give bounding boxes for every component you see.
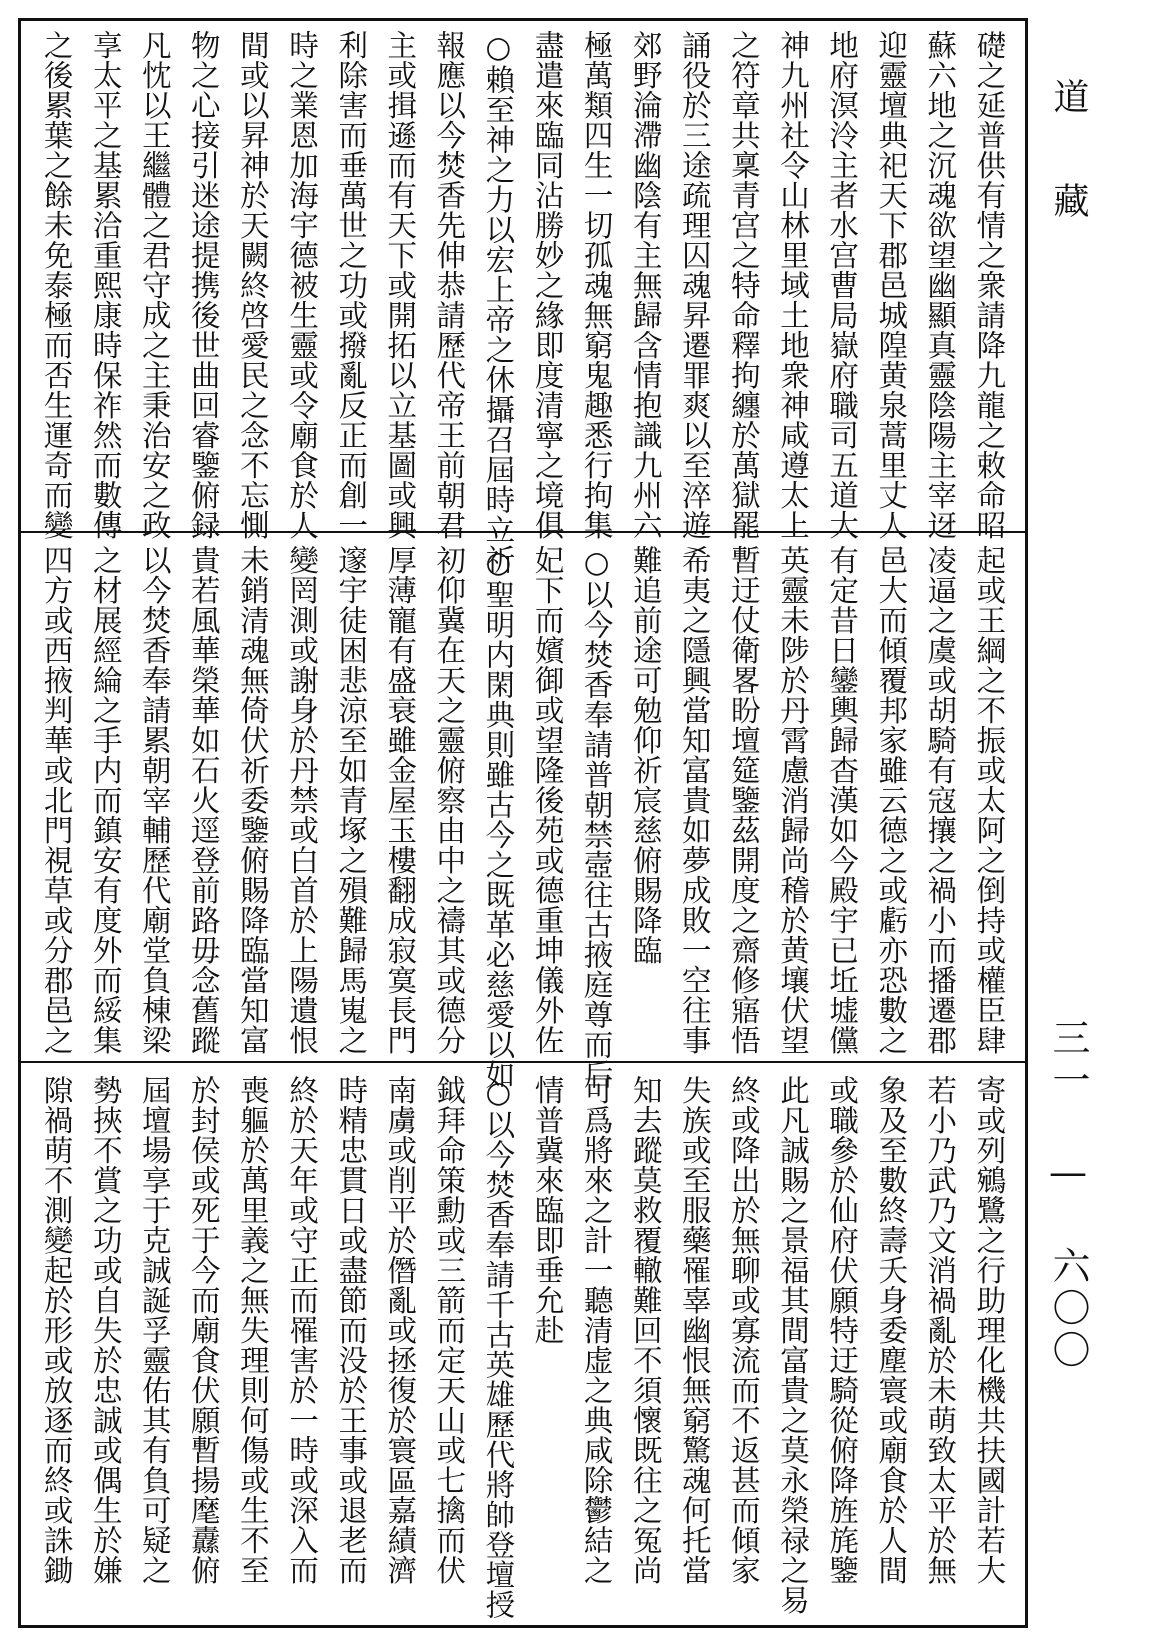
text-column: 蘇六地之沉魂欲望幽顯真靈陰陽主宰迓 [923, 30, 958, 540]
text-column: 變罔測或謝身於丹禁或白首於上陽遺恨 [285, 545, 320, 1055]
text-column: 終於天年或守正而罹害於一時或深入而 [285, 1075, 320, 1585]
text-column: 四方或西掖判華或北門視草或分郡邑之 [39, 545, 74, 1055]
text-column: 邃宇徒困悲涼至如青塚之殞難歸馬嵬之 [334, 545, 369, 1055]
text-column: 凡忱以王繼體之君守成之主秉治安之政 [137, 30, 172, 540]
register-bottom [18, 1063, 1028, 1628]
text-column: 鉞拜命策勳或三箭而定天山或七擒而伏 [432, 1075, 467, 1585]
text-column: 邑大而傾覆邦家雖云德之或虧亦恐數之 [874, 545, 909, 1055]
text-column: 可爲將來之計一聽清虚之典咸除鬱結之 [579, 1075, 614, 1585]
text-column: 間或以昇神於天闕終啓愛民之念不忘惻 [235, 30, 270, 540]
text-column: 盡遣來臨同沾勝妙之緣即度清寧之境俱 [530, 30, 565, 540]
page-number: 三一 — 六〇〇 [1046, 1018, 1090, 1372]
text-column: 以今焚香奉請累朝宰輔歷代廟堂負棟梁 [137, 545, 172, 1055]
text-column: 礎之延普供有情之衆請降九龍之敕命昭 [972, 30, 1007, 540]
text-column: 貴若風華榮華如石火逕登前路毋念舊蹤 [186, 545, 221, 1055]
text-column: 屆壇場享于克誠誕孚靈佑其有負可疑之 [137, 1075, 172, 1585]
text-column: ○賴至神之力以宏上帝之休攝召屆時立祈 [481, 30, 516, 575]
text-column: 象及至數終壽夭身委塵寰或廟食於人間 [874, 1075, 909, 1585]
text-column: 時精忠貫日或盡節而没於王事或退老而 [334, 1075, 369, 1585]
text-column: 南虜或削平於僭亂或拯復於寰區嘉績濟 [383, 1075, 418, 1585]
text-column: 物之心接引迷途提携後世曲回睿鑒俯録 [186, 30, 221, 540]
text-column: 主或揖遜而有天下或開拓以立基圖或興 [383, 30, 418, 540]
text-column: 極萬類四生一切孤魂無窮鬼趣悉行拘集 [579, 30, 614, 540]
text-column: 失族或至服藥罹辜幽恨無窮驚魂何托當 [677, 1075, 712, 1585]
text-column: 迎靈壇典祀天下郡邑城隍黄泉蒿里丈人 [874, 30, 909, 540]
text-column: 勢挾不賞之功或自失於忠誠或偶生於嫌 [88, 1075, 123, 1585]
text-column: 之材展經綸之手内而鎮安有度外而綏集 [88, 545, 123, 1055]
edge-title: 道藏 [1048, 78, 1089, 286]
text-column: 終或降出於無聊或寡流而不返甚而傾家 [726, 1075, 761, 1585]
text-column: 寄或列鵷鷺之行助理化機共扶國計若大 [972, 1075, 1007, 1585]
text-column: 情普冀來臨即垂允赴 [530, 1075, 565, 1345]
scripture-page [18, 18, 1111, 1633]
text-column: 難追前途可勉仰祈宸慈俯賜降臨 [628, 545, 663, 965]
text-column: ○聖明内閑典則雖古今之既革必慈愛以如 [481, 545, 516, 1090]
text-column: 若小乃武乃文消禍亂於未萌致太平於無 [923, 1075, 958, 1585]
text-column: 妃下而嬪御或望隆後苑或德重坤儀外佐 [530, 545, 565, 1055]
text-column: 知去蹤莫救覆轍難回不須懷既往之冤尚 [628, 1075, 663, 1585]
text-column: 誦役於三途疏理囚魂昇遷罪爽以至淬遊 [677, 30, 712, 540]
text-column: 之符章共稟青宫之特命釋拘纏於萬獄罷 [726, 30, 761, 540]
text-column: 未銷清魂無倚伏祈委鑒俯賜降臨當知富 [235, 545, 270, 1055]
text-column: 厚薄寵有盛衰雖金屋玉樓翻成寂寞長門 [383, 545, 418, 1055]
text-column: 有定昔日鑾輿歸杳漢如今殿宇已坵墟儻 [825, 545, 860, 1055]
text-column: 暫迂仗衛畧盼壇筵鑒茲開度之齋修寤悟 [726, 545, 761, 1055]
text-column: 享太平之基累洽重熙康時保祚然而數傳 [88, 30, 123, 540]
text-column: 或職參於仙府伏願特迂騎從俯降旌旄鑒 [825, 1075, 860, 1585]
text-column: 之後累葉之餘未免泰極而否生運奇而變 [39, 30, 74, 540]
register-middle [18, 533, 1028, 1090]
text-column: 起或王綱之不振或太阿之倒持或權臣肆 [972, 545, 1007, 1055]
text-column: 此凡誠賜之景福其間富貴之莫永榮禄之易 [776, 1075, 810, 1615]
text-column: ○以今焚香奉請千古英雄歷代將帥登壇授 [481, 1075, 516, 1620]
text-column: 英靈未陟於丹霄慮消歸尚稽於黄壤伏望 [776, 545, 810, 1055]
text-column: ○以今焚香奉請普朝禁壼往古掖庭尊而后 [579, 545, 614, 1090]
text-column: 希夷之隱興當知富貴如夢成敗一空往事 [677, 545, 712, 1055]
text-column: 喪軀於萬里義之無失理則何傷或生不至 [235, 1075, 270, 1585]
text-column: 時之業恩加海宇德被生靈或令廟食於人 [285, 30, 320, 540]
text-column: 神九州社令山林里域土地衆神咸遵太上 [776, 30, 810, 540]
register-top [18, 18, 1028, 575]
text-column: 地府溟泠主者水宫曹局嶽府職司五道大 [825, 30, 860, 540]
text-column: 於封侯或死于今而廟食伏願暫揚麾纛俯 [186, 1075, 221, 1585]
text-column: 初仰冀在天之靈俯察由中之禱其或德分 [432, 545, 467, 1055]
text-column: 凌逼之虞或胡騎有寇攘之禍小而播遷郡 [923, 545, 958, 1055]
text-column: 隙禍萌不測變起於形或放逐而終或誅鋤 [39, 1075, 74, 1585]
text-column: 報應以今焚香先伸恭請歷代帝王前朝君 [432, 30, 467, 540]
text-column: 利除害而垂萬世之功或撥亂反正而創一 [334, 30, 369, 540]
text-column: 郊野淪滯幽陰有主無歸含情抱識九州六 [628, 30, 663, 540]
